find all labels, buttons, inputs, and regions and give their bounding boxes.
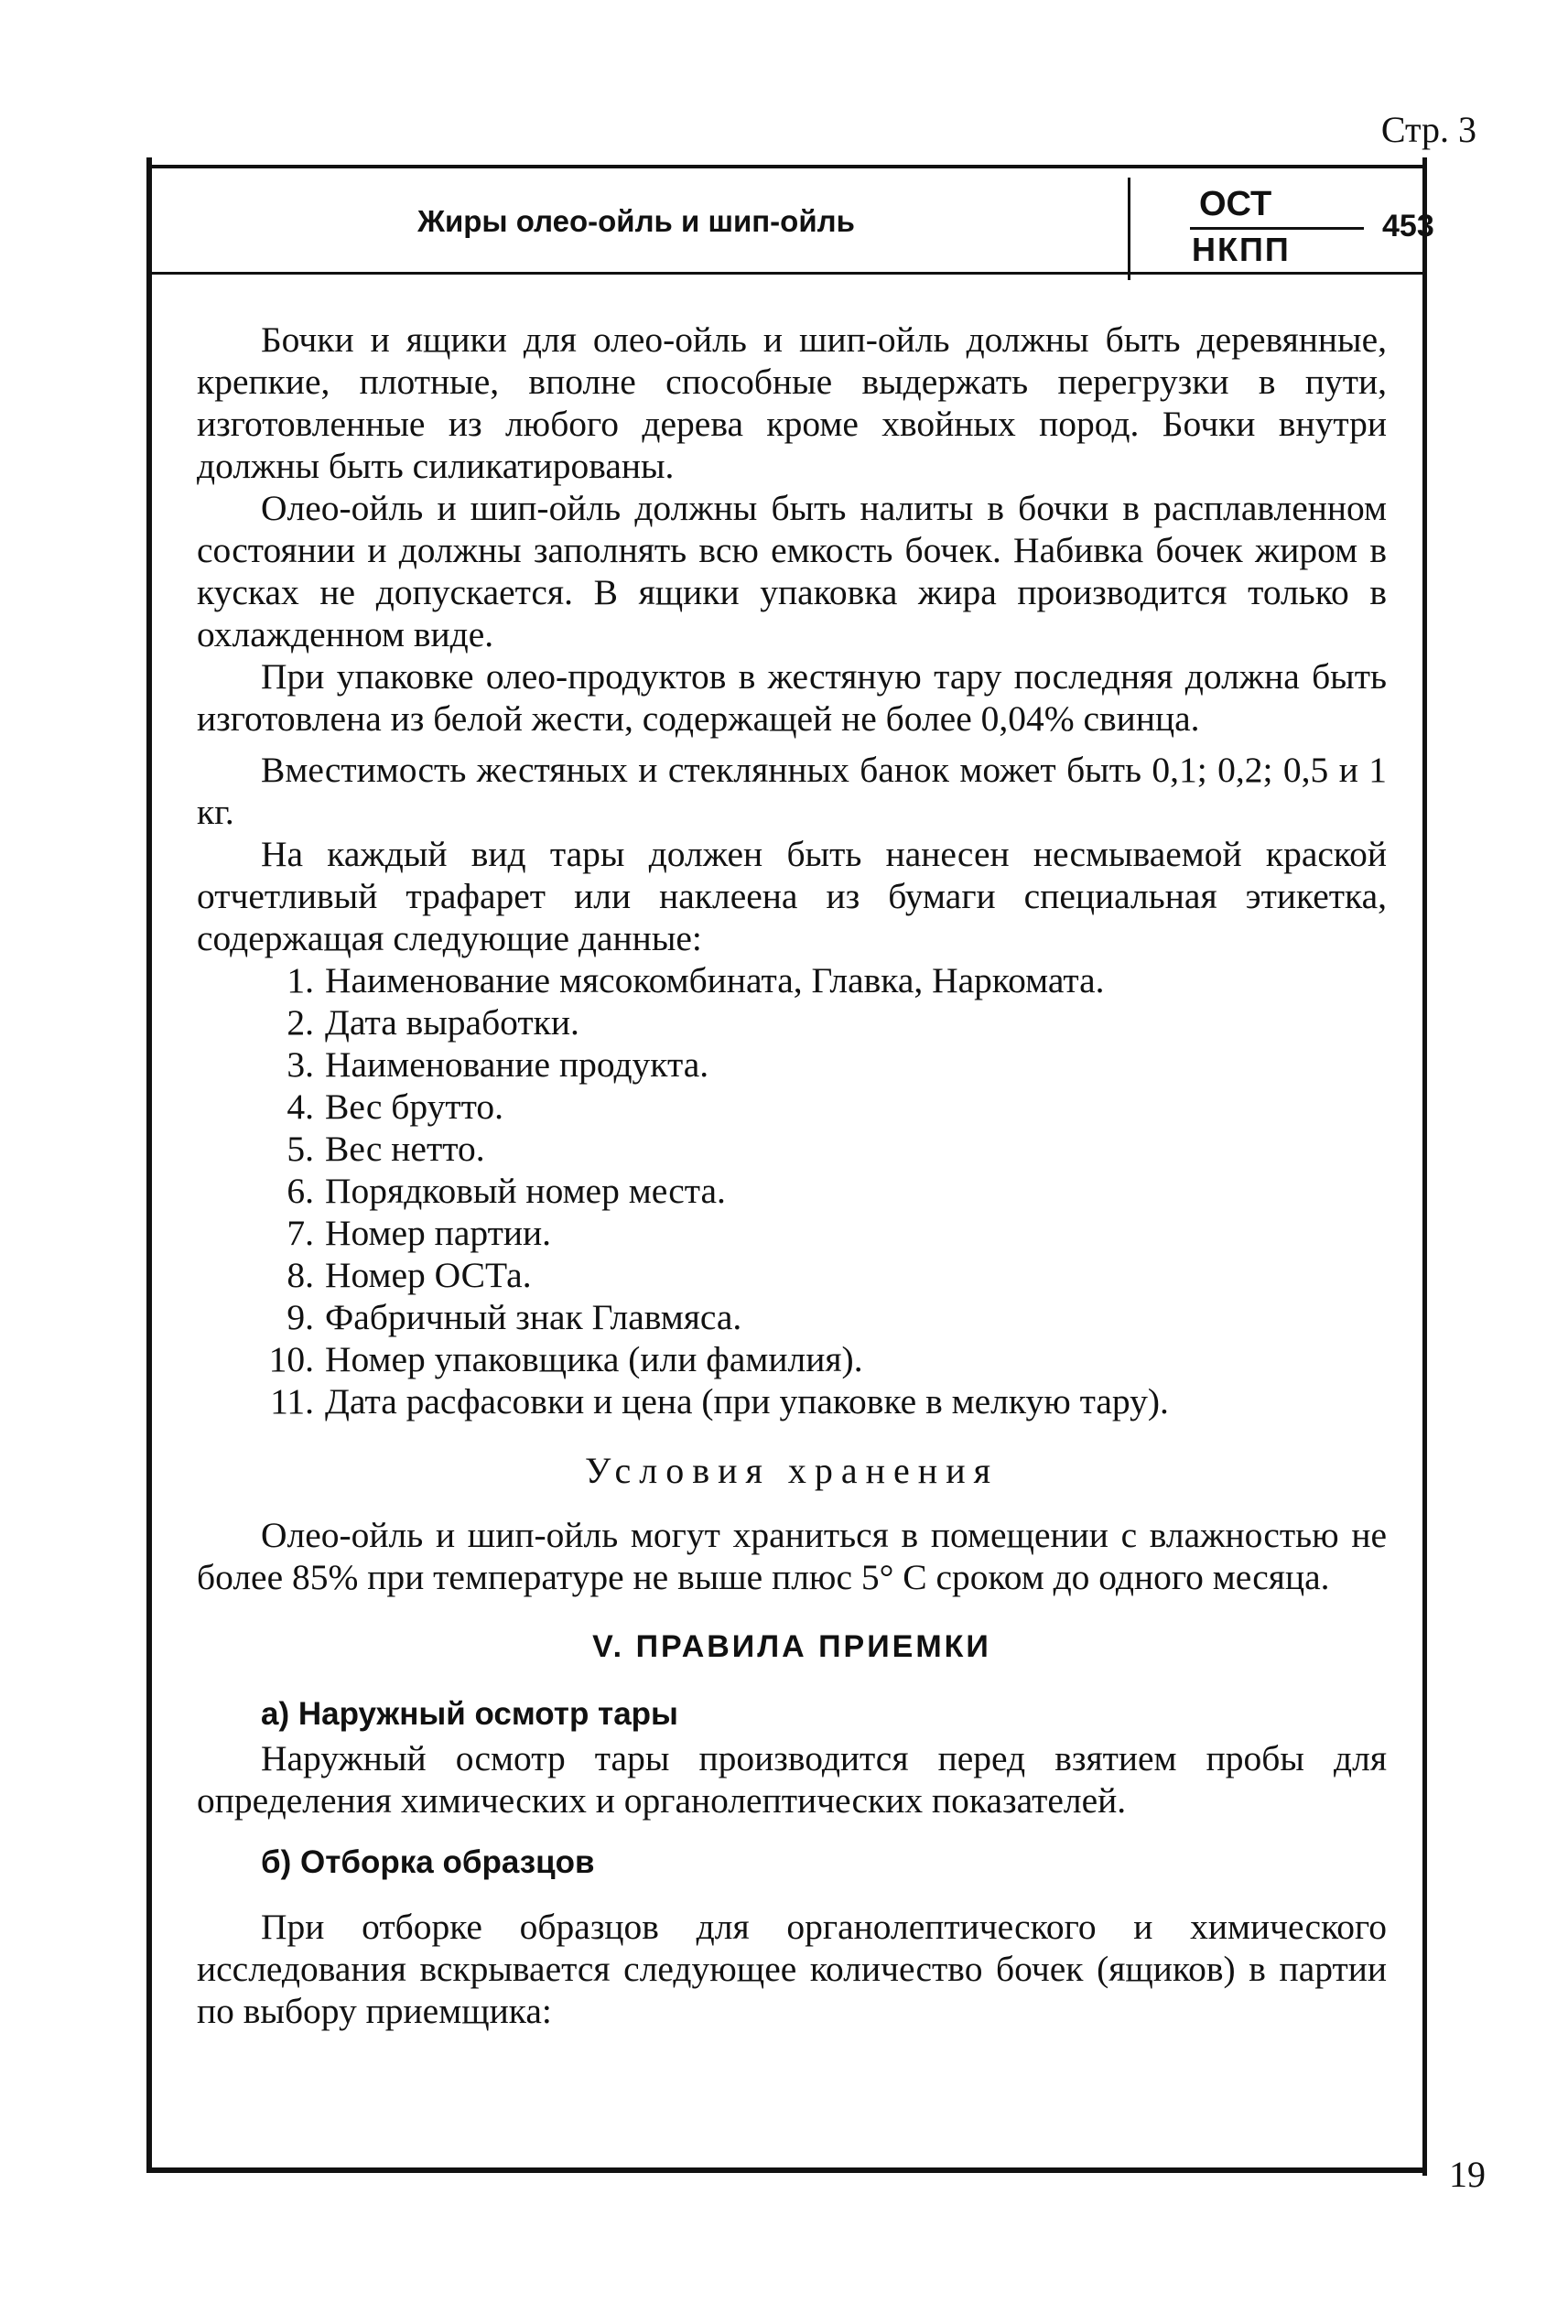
paragraph-containers: Бочки и ящики для олео-ойль и шип-ойль должны быть деревянные, крепкие, плотные, вполне способные выдержать перегрузки в пути, изготовленные из любого дерева кроме хвойных пород. Бочки внутри должны быть силикатированы. bbox=[197, 319, 1387, 486]
subheading-inspection: а) Наружный осмотр тары bbox=[261, 1696, 678, 1732]
standard-top: ОСТ bbox=[1199, 185, 1272, 223]
list-item: 2. Дата выработки. bbox=[287, 1002, 579, 1043]
document-body bbox=[197, 319, 1387, 2032]
document-header bbox=[146, 165, 1434, 275]
list-item: 1. Наименование мясокомбината, Главка, Наркомата. bbox=[287, 960, 1105, 1000]
paragraph-capacity: Вместимость жестяных и стеклянных банок может быть 0,1; 0,2; 0,5 и 1 кг. bbox=[197, 750, 1387, 832]
inspection-text: Наружный осмотр тары производится перед взятием пробы для определения химических и органолептических показателей. bbox=[197, 1738, 1387, 1821]
subheading-sampling: б) Отборка образцов bbox=[261, 1844, 595, 1880]
list-item: 4. Вес брутто. bbox=[287, 1086, 503, 1127]
standard-fraction-line bbox=[1190, 227, 1364, 230]
paragraph-tin-packaging: При упаковке олео-продуктов в жестяную тару последняя должна быть изготовлена из белой жести, содержащей не более 0,04% свинца. bbox=[197, 656, 1387, 739]
list-item: 6. Порядковый номер места. bbox=[287, 1171, 726, 1211]
standard-designation bbox=[1162, 178, 1437, 269]
list-item: 7. Номер партии. bbox=[287, 1213, 551, 1253]
list-item: 9. Фабричный знак Главмяса. bbox=[287, 1297, 742, 1337]
storage-heading: Условия хранения bbox=[584, 1450, 1000, 1491]
list-item: 10. Номер упаковщика (или фамилия). bbox=[268, 1339, 863, 1379]
header-divider bbox=[1128, 178, 1130, 280]
list-item: 8. Номер ОСТа. bbox=[287, 1255, 532, 1295]
storage-text: Олео-ойль и шип-ойль могут храниться в помещении с влажностью не более 85% при температуре не выше плюс 5° С сроком до одного месяца. bbox=[197, 1515, 1387, 1597]
list-item: 11. Дата расфасовки и цена (при упаковке в мелкую тару). bbox=[270, 1381, 1169, 1421]
paragraph-labeling: На каждый вид тары должен быть нанесен несмываемой краской отчетливый трафарет или наклеена из бумаги специальная этикетка, содержащая следующие данные: bbox=[197, 834, 1387, 958]
list-item: 5. Вес нетто. bbox=[287, 1129, 485, 1169]
list-item: 3. Наименование продукта. bbox=[287, 1044, 709, 1085]
page-frame-right-edge bbox=[1422, 157, 1427, 2176]
standard-number: 453 bbox=[1382, 209, 1434, 243]
paragraph-filling: Олео-ойль и шип-ойль должны быть налиты в бочки в расплавленном состоянии и должны заполнять всю емкость бочек. Набивка бочек жиром в кусках не допускается. В ящики упаковка жира производится только в охлажденном виде. bbox=[197, 488, 1387, 654]
sampling-text: При отборке образцов для органолептического и химического исследования вскрывается следующее количество бочек (ящиков) в партии по выбору приемщика: bbox=[197, 1907, 1387, 2031]
page-label-top: Стр. 3 bbox=[1380, 109, 1476, 150]
standard-bottom: НКПП bbox=[1192, 231, 1291, 268]
label-data-list bbox=[197, 959, 1387, 1422]
page-number-bottom: 19 bbox=[1449, 2154, 1486, 2195]
document-title: Жиры олео-ойль и шип-ойль bbox=[417, 204, 855, 238]
acceptance-heading: V. ПРАВИЛА ПРИЕМКИ bbox=[592, 1629, 991, 1664]
